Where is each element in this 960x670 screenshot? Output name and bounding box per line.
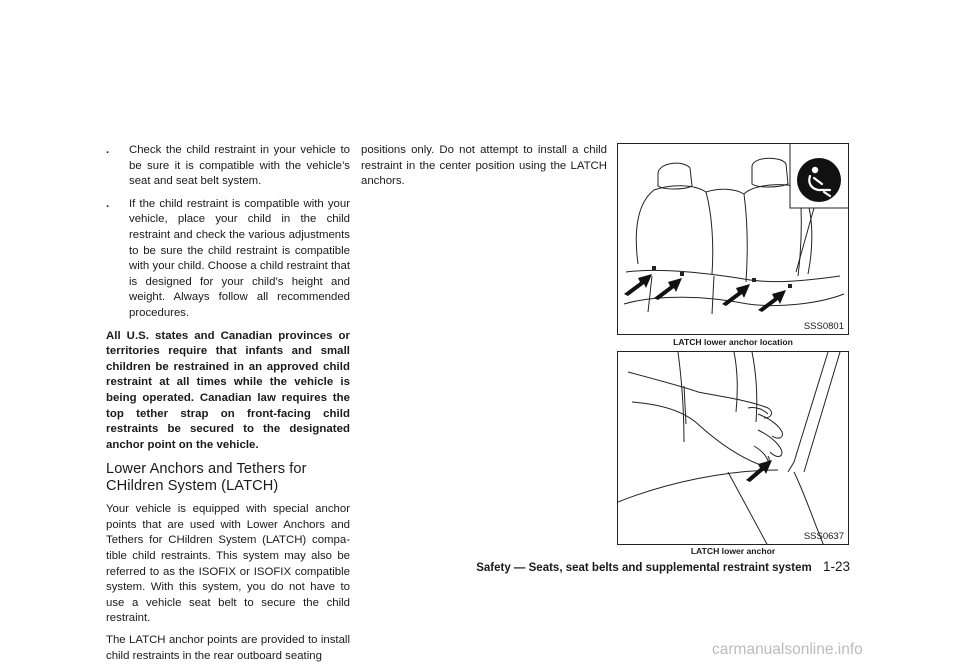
bullet-text: Check the child restraint in your vehicle to be sure it is compatible with the vehicle’s seat and seat belt system. bbox=[129, 144, 350, 188]
bullet-item bbox=[106, 197, 350, 322]
left-column bbox=[106, 143, 350, 670]
figure-caption: LATCH lower anchor location bbox=[673, 337, 793, 347]
section-heading: Lower Anchors and Tethers for CHildren System (LATCH) bbox=[106, 461, 307, 495]
figure-code: SSS0637 bbox=[803, 531, 844, 542]
bullet-marker: . bbox=[106, 144, 110, 156]
body-paragraph: positions only. Do not attempt to install a child restraint in the center position using the LATCH anchors. bbox=[361, 144, 607, 188]
page-footer bbox=[476, 559, 850, 574]
body-paragraph: Your vehicle is equipped with special anchor points that are used with Lower Anchors and Tethers for CHildren System (LATCH) compa-tible child restraints. This system may also be referred to as the ISOFIX or ISOFIX compatible system. With this system, you do not have to use a vehicle seat belt to secure the child restraint. bbox=[106, 503, 350, 625]
figure-code: SSS0801 bbox=[803, 321, 844, 332]
bullet-text: If the child restraint is compatible with your vehicle, place your child in the child restraint and check the various adjustments to be sure the child restraint is compatible with your child. Choose a child restraint that is designed for your child’s height and weight. Always follow all recommended procedures. bbox=[129, 197, 350, 319]
watermark: carmanualsonline.info bbox=[712, 641, 863, 658]
child-seat-anchor-icon bbox=[797, 158, 841, 202]
figure-caption: LATCH lower anchor bbox=[690, 546, 776, 556]
figure-latch-lower-anchor bbox=[617, 351, 849, 545]
body-paragraph: The LATCH anchor points are provided to install child restraints in the rear outboard seating bbox=[106, 634, 350, 662]
footer-section-title: Safety — Seats, seat belts and supplemental restraint system bbox=[476, 562, 812, 574]
warning-paragraph: All U.S. states and Canadian provinces or territories require that infants and small children be restrained in an approved child restraint at all times while the vehicle is being operated. Canadian law requires the top tether strap on front-facing child restraints be secured to the designated anchor point on the vehicle. bbox=[106, 329, 350, 451]
bullet-item bbox=[106, 143, 350, 190]
hand-anchor-illustration bbox=[618, 352, 849, 545]
page-number: 1-23 bbox=[822, 559, 850, 574]
rear-seat-illustration bbox=[618, 144, 849, 335]
bullet-marker: . bbox=[106, 197, 110, 210]
middle-column bbox=[361, 143, 607, 196]
figure-latch-anchor-location bbox=[617, 143, 849, 335]
